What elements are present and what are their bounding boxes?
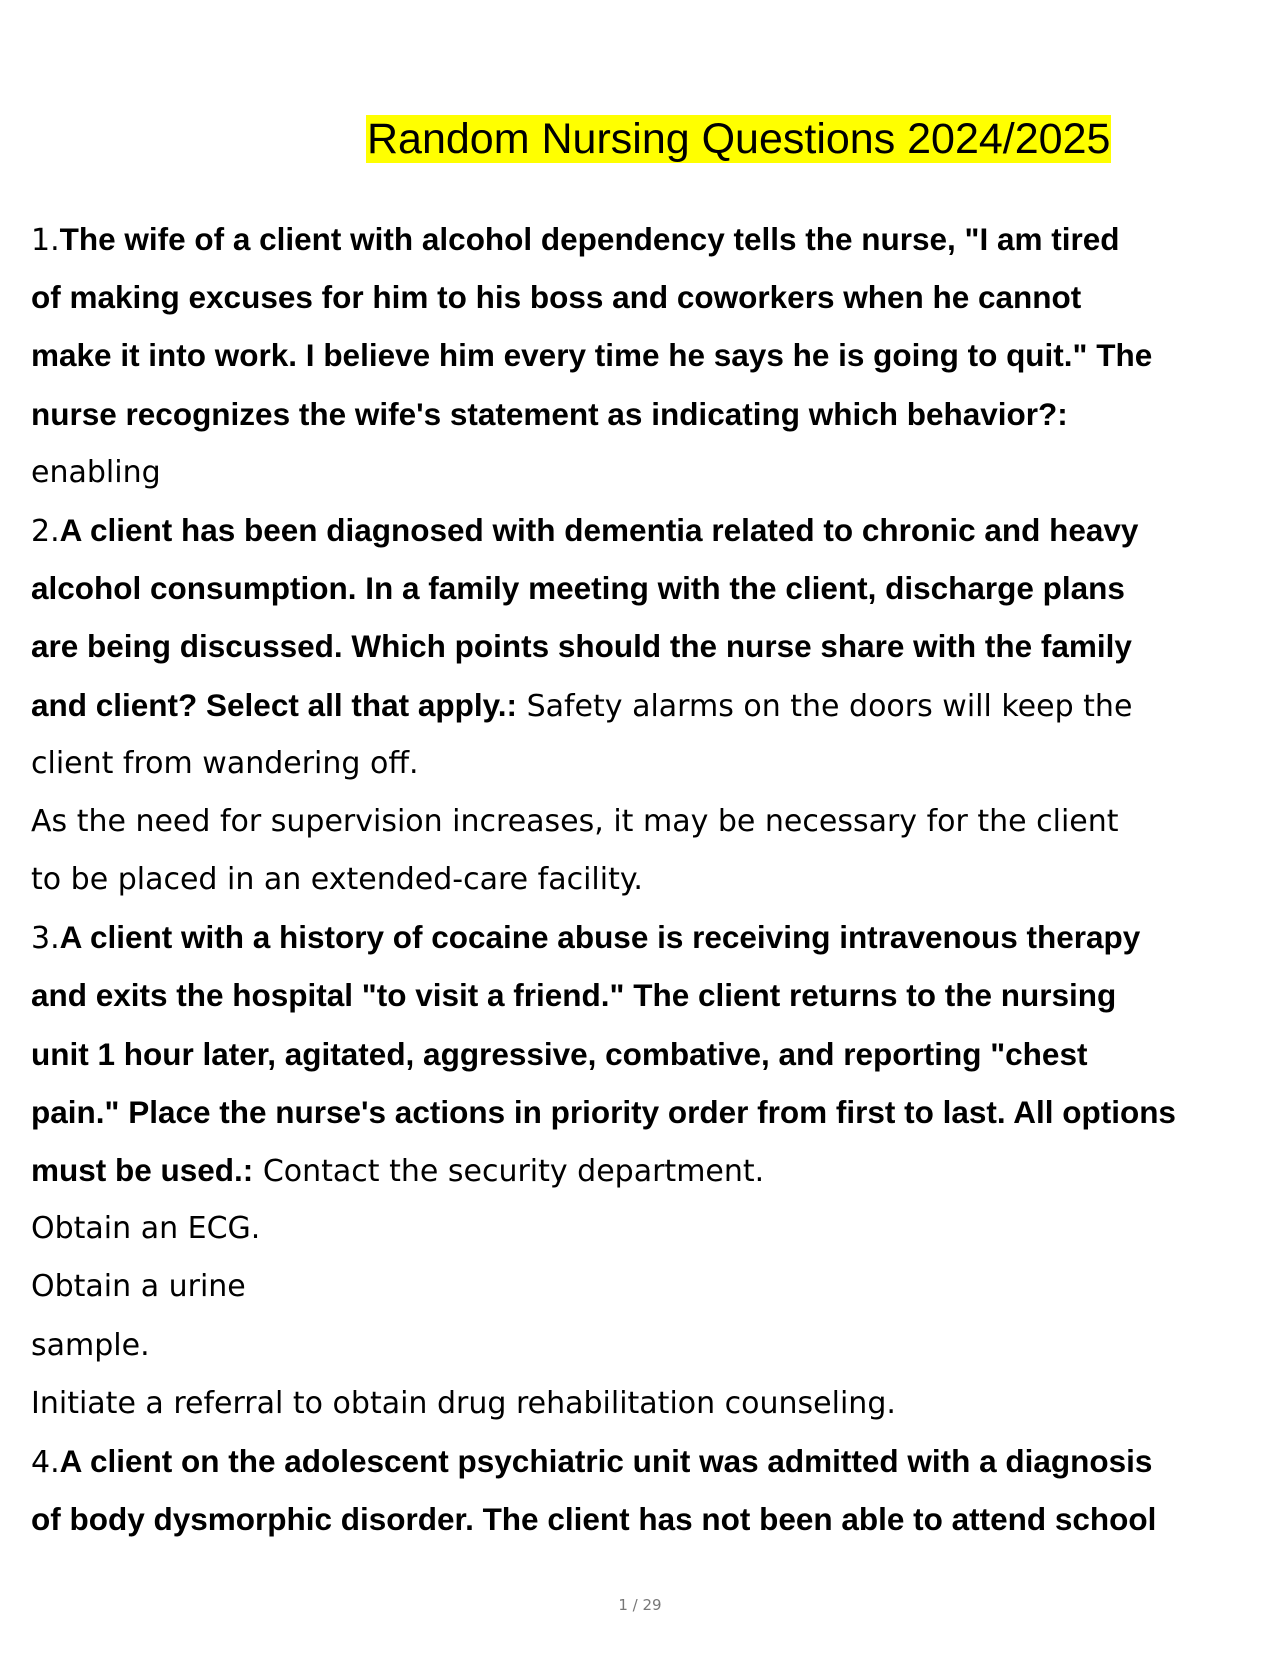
text-line [31,1083,1261,1141]
question-number: 2. [31,513,60,549]
question-text: A client with a history of cocaine abuse is receiving intravenous therapy [59,919,1141,956]
answer-text: Initiate a referral to obtain drug rehabilitation counseling. [31,1385,896,1421]
question-text: pain." Place the nurse's actions in priority order from first to last. All options [31,1093,1176,1130]
question-body [31,210,1261,1548]
text-line [31,210,1261,268]
text-line [31,1025,1261,1083]
question-text: make it into work. I believe him every time he says he is going to quit." The [31,337,1153,374]
page-indicator: 1 / 29 [618,1596,662,1614]
text-line [31,268,1261,326]
text-line [31,676,1261,734]
text-line [31,850,1261,908]
question-text: nurse recognizes the wife's statement as indicating which behavior?: [31,395,1068,432]
text-line [31,908,1261,966]
text-line [31,1374,1261,1432]
question-text: and exits the hospital "to visit a friend." The client returns to the nursing [31,977,1117,1014]
answer-text: Contact the security department. [253,1154,765,1189]
answer-text: client from wandering off. [31,745,419,781]
text-line [31,1141,1261,1199]
answer-text: sample. [31,1327,150,1363]
answer-text: to be placed in an extended-care facility. [31,862,643,898]
title-container [366,113,1111,165]
answer-text: As the need for supervision increases, it may be necessary for the client [31,803,1119,839]
question-number: 4. [31,1444,60,1480]
question-text: must be used.: [31,1152,254,1188]
text-line [31,1199,1261,1257]
question-text: A client has been diagnosed with dementia related to chronic and heavy [59,511,1139,548]
text-line [31,617,1261,675]
text-line [31,792,1261,850]
text-line [31,734,1261,792]
question-text: unit 1 hour later, agitated, aggressive, combative, and reporting "chest [31,1035,1088,1072]
question-number: 1. [31,223,60,258]
text-line [31,326,1261,384]
answer-text: Safety alarms on the doors will keep the [517,688,1133,724]
text-line [31,559,1261,617]
text-line [31,385,1261,443]
text-line [31,1316,1261,1374]
question-text: of making excuses for him to his boss and coworkers when he cannot [31,279,1082,316]
question-text: and client? Select all that apply.: [31,686,518,723]
question-text: A client on the adolescent psychiatric unit was admitted with a diagnosis [59,1442,1153,1479]
text-line [31,501,1261,559]
answer-text: enabling [31,454,161,490]
question-text: The wife of a client with alcohol dependency tells the nurse, "I am tired [59,221,1120,257]
text-line [31,966,1261,1024]
question-text: are being discussed. Which points should the nurse share with the family [31,628,1132,665]
question-text: alcohol consumption. In a family meeting with the client, discharge plans [31,570,1125,607]
answer-text: Obtain a urine [31,1269,246,1305]
question-text: of body dysmorphic disorder. The client has not been able to attend school [31,1501,1157,1538]
document-title: Random Nursing Questions 2024/2025 [367,115,1111,163]
text-line [31,443,1261,501]
question-number: 3. [31,921,60,957]
text-line [31,1257,1261,1315]
text-line [31,1490,1261,1548]
text-line [31,1432,1261,1490]
answer-text: Obtain an ECG. [31,1211,261,1247]
